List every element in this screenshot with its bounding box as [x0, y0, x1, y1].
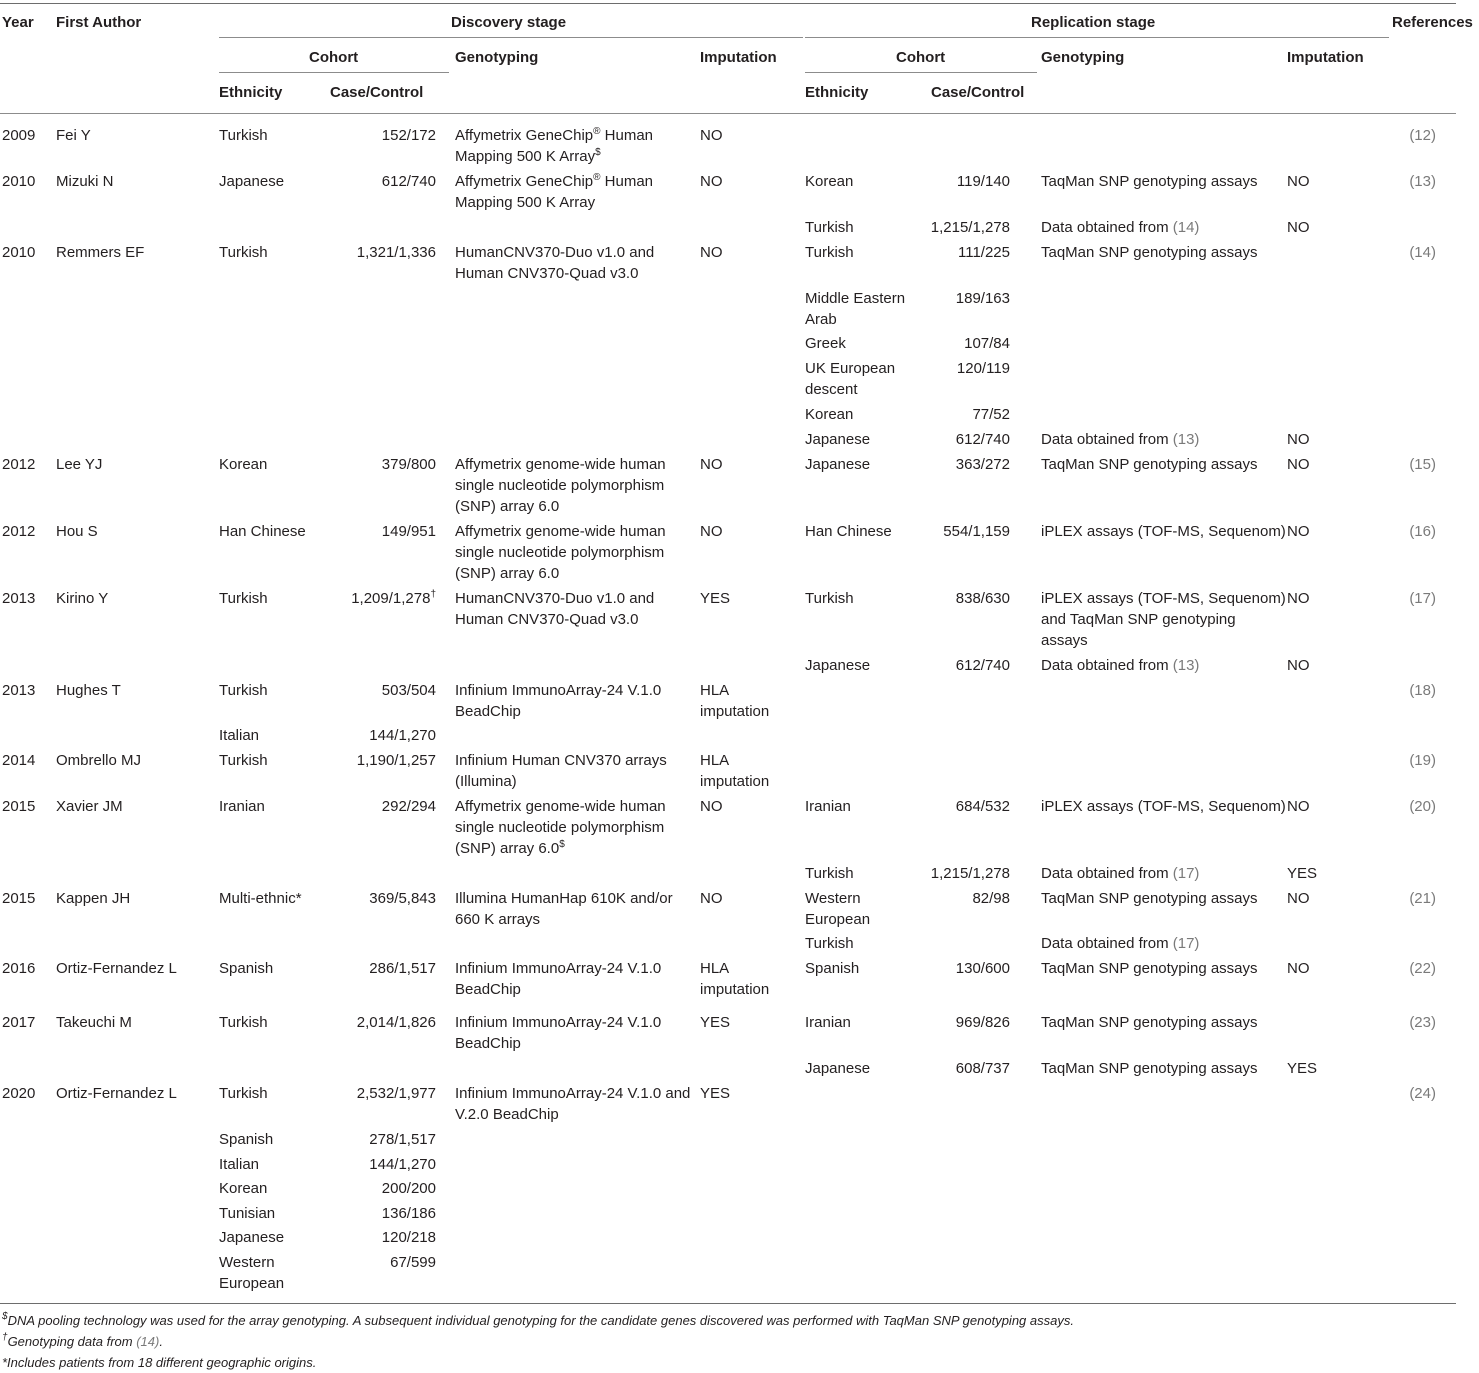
cell-year: 2020 — [2, 1085, 36, 1102]
cell-year: 2009 — [2, 127, 36, 144]
cell-replication-genotyping: iPLEX assays (TOF-MS, Sequenom) — [1041, 523, 1286, 540]
cell-replication-case-control: 684/532 — [955, 798, 1010, 815]
cell-reference[interactable]: (20) — [1409, 798, 1436, 815]
cell-replication-genotyping — [1041, 217, 1199, 238]
cell-replication-ethnicity: Japanese — [805, 657, 871, 674]
cell-discovery-ethnicity: Western — [219, 1254, 275, 1271]
cell-replication-ethnicity: Japanese — [805, 456, 871, 473]
cell-discovery-case-control: 286/1,517 — [369, 960, 436, 977]
cell-replication-genotyping: TaqMan SNP genotyping assays — [1041, 173, 1258, 190]
cell-discovery-ethnicity: Turkish — [219, 682, 268, 699]
cell-discovery-ethnicity: Iranian — [219, 798, 265, 815]
cell-replication-imputation: YES — [1287, 1060, 1318, 1077]
cell-replication-genotyping: TaqMan SNP genotyping assays — [1041, 1060, 1258, 1077]
cell-first-author: Remmers EF — [56, 244, 145, 261]
cell-replication-ethnicity: Japanese — [805, 431, 871, 448]
genotyping-source-text: Data obtained from — [1041, 935, 1173, 952]
cell-discovery-ethnicity: Italian — [219, 1156, 260, 1173]
cell-year: 2017 — [2, 1014, 36, 1031]
cell-replication-imputation: NO — [1287, 798, 1310, 815]
cell-year: 2013 — [2, 590, 36, 607]
cell-replication-imputation: YES — [1287, 865, 1318, 882]
cell-discovery-genotyping: (SNP) array 6.0 — [455, 498, 560, 515]
cell-replication-genotyping — [1041, 655, 1199, 676]
cell-first-author: Kirino Y — [56, 590, 109, 607]
genotyping-source-text: Data obtained from — [1041, 657, 1173, 674]
cell-reference[interactable]: (19) — [1409, 752, 1436, 769]
cell-discovery-case-control: 2,532/1,977 — [356, 1085, 436, 1102]
cell-discovery-genotyping: Infinium ImmunoArray-24 V.1.0 — [455, 1014, 662, 1031]
genotyping-source-text: Data obtained from — [1041, 865, 1173, 882]
footnote-2-mark: † — [2, 1332, 8, 1343]
cell-replication-ethnicity: Korean — [805, 173, 854, 190]
cell-replication-case-control: 189/163 — [955, 290, 1010, 307]
cell-discovery-genotyping: Affymetrix genome-wide human — [455, 523, 666, 540]
cell-replication-imputation: NO — [1287, 431, 1310, 448]
cell-replication-genotyping — [1041, 933, 1199, 954]
cell-replication-case-control: 120/119 — [956, 360, 1010, 377]
cell-discovery-ethnicity: Turkish — [219, 244, 268, 261]
cell-replication-case-control: 1,215/1,278 — [930, 219, 1010, 236]
header-first-author: First Author — [56, 14, 142, 31]
cell-replication-case-control: 612/740 — [955, 431, 1010, 448]
cell-discovery-ethnicity: Turkish — [219, 752, 268, 769]
cell-replication-ethnicity: Han Chinese — [805, 523, 892, 540]
cell-discovery-ethnicity: Spanish — [219, 1131, 274, 1148]
cell-reference[interactable]: (15) — [1409, 456, 1436, 473]
cell-replication-genotyping: TaqMan SNP genotyping assays — [1041, 244, 1258, 261]
cell-replication-case-control: 77/52 — [972, 406, 1010, 423]
genotyping-source-ref[interactable]: (17) — [1172, 935, 1200, 952]
cell-reference[interactable]: (16) — [1409, 523, 1436, 540]
cell-discovery-genotyping: Affymetrix genome-wide human — [455, 798, 666, 815]
cell-discovery-case-control: 200/200 — [381, 1180, 436, 1197]
genotyping-source-ref[interactable]: (17) — [1172, 865, 1200, 882]
cell-discovery-case-control: 67/599 — [390, 1254, 436, 1271]
footnote-2-period: . — [159, 1334, 163, 1349]
cell-discovery-case-control: 149/951 — [381, 523, 436, 540]
cell-first-author: Hou S — [56, 523, 98, 540]
cell-discovery-genotyping: V.2.0 BeadChip — [455, 1106, 559, 1123]
cell-replication-case-control: 608/737 — [955, 1060, 1010, 1077]
cell-discovery-genotyping: Affymetrix GeneChip® Human — [455, 172, 654, 190]
cell-discovery-case-control: 144/1,270 — [369, 1156, 436, 1173]
cell-replication-case-control: 1,215/1,278 — [930, 865, 1010, 882]
replication-cohort-rule — [805, 72, 1037, 73]
cell-discovery-case-control: 2,014/1,826 — [356, 1014, 436, 1031]
cell-replication-imputation: NO — [1287, 456, 1310, 473]
cell-replication-ethnicity: descent — [805, 381, 858, 398]
cell-discovery-case-control: 152/172 — [381, 127, 436, 144]
cell-reference[interactable]: (17) — [1409, 590, 1436, 607]
header-replication-stage: Replication stage — [1031, 14, 1156, 31]
cell-replication-case-control: 111/225 — [958, 244, 1010, 261]
cell-discovery-genotyping: (SNP) array 6.0 — [455, 565, 560, 582]
cell-year: 2010 — [2, 244, 36, 261]
cell-discovery-ethnicity: Japanese — [219, 173, 285, 190]
cell-year: 2015 — [2, 798, 36, 815]
cell-discovery-genotyping: Infinium Human CNV370 arrays — [455, 752, 667, 769]
cell-replication-ethnicity: Greek — [805, 335, 846, 352]
cell-replication-ethnicity: European — [805, 911, 871, 928]
cell-year: 2015 — [2, 890, 36, 907]
genotyping-source-text: Data obtained from — [1041, 219, 1173, 236]
cell-discovery-genotyping: Affymetrix genome-wide human — [455, 456, 666, 473]
cell-replication-imputation: NO — [1287, 890, 1310, 907]
cell-discovery-case-control: 379/800 — [381, 456, 436, 473]
cell-discovery-imputation: imputation — [700, 981, 770, 998]
cell-first-author: Mizuki N — [56, 173, 114, 190]
cell-replication-ethnicity: Iranian — [805, 1014, 851, 1031]
cell-replication-ethnicity: Turkish — [805, 219, 854, 236]
cell-replication-imputation: NO — [1287, 590, 1310, 607]
cell-discovery-genotyping: single nucleotide polymorphism — [455, 819, 665, 836]
footnote-3 — [2, 1354, 316, 1372]
footnote-2-ref[interactable]: (14) — [136, 1334, 160, 1349]
cell-year: 2014 — [2, 752, 36, 769]
table-top-rule — [0, 3, 1456, 4]
cell-discovery-genotyping: 660 K arrays — [455, 911, 541, 928]
genotyping-source-ref[interactable]: (14) — [1172, 219, 1200, 236]
cell-discovery-imputation: NO — [700, 798, 723, 815]
cell-first-author: Ombrello MJ — [56, 752, 142, 769]
cell-reference[interactable]: (24) — [1409, 1085, 1436, 1102]
cell-discovery-imputation: NO — [700, 244, 723, 261]
cell-first-author: Hughes T — [56, 682, 121, 699]
header-discovery-imputation: Imputation — [700, 49, 777, 66]
cell-discovery-imputation: HLA — [700, 752, 730, 769]
header-discovery-case-control: Case/Control — [330, 84, 424, 101]
cell-replication-ethnicity: Japanese — [805, 1060, 871, 1077]
cell-discovery-genotyping: Mapping 500 K Array — [455, 194, 596, 211]
cell-discovery-genotyping: HumanCNV370-Duo v1.0 and — [455, 244, 655, 261]
cell-replication-case-control: 82/98 — [972, 890, 1010, 907]
genotyping-source-ref[interactable]: (13) — [1172, 431, 1200, 448]
cell-reference[interactable]: (23) — [1409, 1014, 1436, 1031]
replication-rule — [805, 37, 1389, 38]
cell-discovery-genotyping: Infinium ImmunoArray-24 V.1.0 — [455, 682, 662, 699]
cell-replication-case-control: 130/600 — [955, 960, 1010, 977]
cell-discovery-case-control: 1,321/1,336 — [356, 244, 436, 261]
cell-discovery-case-control: 1,190/1,257 — [356, 752, 436, 769]
cell-replication-case-control: 554/1,159 — [943, 523, 1010, 540]
cell-discovery-case-control: 1,209/1,278† — [351, 589, 436, 607]
footnote-2-text: Genotyping data from — [7, 1334, 137, 1349]
cell-replication-case-control: 838/630 — [955, 590, 1010, 607]
cell-replication-ethnicity: Iranian — [805, 798, 851, 815]
cell-replication-ethnicity: Spanish — [805, 960, 860, 977]
cell-discovery-ethnicity: Turkish — [219, 1014, 268, 1031]
cell-replication-ethnicity: Korean — [805, 406, 854, 423]
header-discovery-ethnicity: Ethnicity — [219, 84, 283, 101]
cell-replication-ethnicity: Middle Eastern — [805, 290, 906, 307]
cell-discovery-genotyping: single nucleotide polymorphism — [455, 544, 665, 561]
cell-replication-imputation: NO — [1287, 219, 1310, 236]
cell-discovery-ethnicity: Tunisian — [219, 1205, 276, 1222]
footnote-1-mark: $ — [2, 1311, 8, 1322]
cell-discovery-imputation: NO — [700, 523, 723, 540]
header-discovery-stage: Discovery stage — [451, 14, 567, 31]
cell-first-author: Kappen JH — [56, 890, 131, 907]
cell-year: 2010 — [2, 173, 36, 190]
cell-discovery-imputation: YES — [700, 1085, 731, 1102]
cell-discovery-imputation: HLA — [700, 682, 730, 699]
cell-replication-imputation: NO — [1287, 960, 1310, 977]
cell-replication-case-control: 119/140 — [956, 173, 1010, 190]
cell-replication-genotyping: TaqMan SNP genotyping assays — [1041, 960, 1258, 977]
cell-discovery-genotyping: Human CNV370-Quad v3.0 — [455, 611, 639, 628]
cell-discovery-ethnicity: Spanish — [219, 960, 274, 977]
genotyping-source-ref[interactable]: (13) — [1172, 657, 1200, 674]
cell-replication-ethnicity: Turkish — [805, 865, 854, 882]
cell-reference[interactable]: (12) — [1409, 127, 1436, 144]
cell-replication-case-control: 107/84 — [964, 335, 1010, 352]
cell-discovery-ethnicity: Korean — [219, 1180, 268, 1197]
cell-discovery-genotyping: (Illumina) — [455, 773, 517, 790]
cell-first-author: Ortiz-Fernandez L — [56, 960, 177, 977]
cell-discovery-case-control: 136/186 — [381, 1205, 436, 1222]
cell-discovery-ethnicity: Japanese — [219, 1229, 285, 1246]
footnote-1-text: DNA pooling technology was used for the array genotyping. A subsequent individual genotyping for the candidate genes discovered was performed with TaqMan SNP genotyping assays. — [7, 1313, 1074, 1328]
footnote-1 — [2, 1312, 1074, 1330]
footnote-3-text: *Includes patients from 18 different geographic origins. — [2, 1355, 317, 1370]
cell-discovery-imputation: YES — [700, 1014, 731, 1031]
cell-reference[interactable]: (14) — [1409, 244, 1436, 261]
header-replication-imputation: Imputation — [1287, 49, 1364, 66]
genotyping-source-text: Data obtained from — [1041, 431, 1173, 448]
cell-discovery-case-control: 292/294 — [381, 798, 436, 815]
cell-first-author: Ortiz-Fernandez L — [56, 1085, 177, 1102]
cell-replication-imputation: NO — [1287, 523, 1310, 540]
cell-replication-genotyping: TaqMan SNP genotyping assays — [1041, 890, 1258, 907]
cell-year: 2012 — [2, 523, 36, 540]
cell-discovery-ethnicity: Italian — [219, 727, 260, 744]
header-year: Year — [2, 14, 34, 31]
cell-replication-genotyping: iPLEX assays (TOF-MS, Sequenom) — [1041, 590, 1286, 607]
cell-discovery-case-control: 369/5,843 — [369, 890, 436, 907]
cell-reference[interactable]: (13) — [1409, 173, 1436, 190]
cell-year: 2012 — [2, 456, 36, 473]
cell-discovery-genotyping: single nucleotide polymorphism — [455, 477, 665, 494]
cell-replication-imputation: NO — [1287, 173, 1310, 190]
cell-replication-imputation: NO — [1287, 657, 1310, 674]
cell-discovery-imputation: YES — [700, 590, 731, 607]
cell-first-author: Xavier JM — [56, 798, 123, 815]
discovery-cohort-rule — [219, 72, 449, 73]
cell-first-author: Lee YJ — [56, 456, 103, 473]
cell-first-author: Takeuchi M — [56, 1014, 132, 1031]
cell-replication-ethnicity: Western — [805, 890, 861, 907]
header-replication-ethnicity: Ethnicity — [805, 84, 869, 101]
cell-year: 2013 — [2, 682, 36, 699]
cell-discovery-genotyping: BeadChip — [455, 1035, 521, 1052]
cell-replication-ethnicity: Turkish — [805, 590, 854, 607]
header-replication-case-control: Case/Control — [931, 84, 1025, 101]
header-replication-genotyping: Genotyping — [1041, 49, 1125, 66]
cell-discovery-genotyping: BeadChip — [455, 981, 521, 998]
cell-replication-case-control: 363/272 — [955, 456, 1010, 473]
cell-discovery-imputation: NO — [700, 127, 723, 144]
cell-discovery-imputation: NO — [700, 456, 723, 473]
cell-discovery-genotyping: Affymetrix GeneChip® Human — [455, 126, 654, 144]
cell-reference[interactable]: (21) — [1409, 890, 1436, 907]
cell-reference[interactable]: (22) — [1409, 960, 1436, 977]
cell-discovery-imputation: NO — [700, 890, 723, 907]
cell-discovery-imputation: imputation — [700, 773, 770, 790]
cell-discovery-ethnicity: Turkish — [219, 590, 268, 607]
header-discovery-genotyping: Genotyping — [455, 49, 539, 66]
cell-replication-genotyping: and TaqMan SNP genotyping — [1041, 611, 1236, 628]
cell-replication-genotyping: TaqMan SNP genotyping assays — [1041, 1014, 1258, 1031]
cell-replication-genotyping — [1041, 429, 1199, 450]
cell-replication-ethnicity: Turkish — [805, 244, 854, 261]
footnote-2 — [2, 1333, 163, 1351]
cell-replication-genotyping — [1041, 863, 1199, 884]
discovery-rule — [219, 37, 803, 38]
cell-reference[interactable]: (18) — [1409, 682, 1436, 699]
cell-replication-genotyping: TaqMan SNP genotyping assays — [1041, 456, 1258, 473]
cell-discovery-genotyping: (SNP) array 6.0$ — [455, 839, 565, 857]
cell-replication-case-control: 969/826 — [955, 1014, 1010, 1031]
cell-discovery-ethnicity: Multi-ethnic* — [219, 890, 302, 907]
cell-discovery-case-control: 278/1,517 — [369, 1131, 436, 1148]
cell-discovery-genotyping: Illumina HumanHap 610K and/or — [455, 890, 673, 907]
cell-discovery-case-control: 120/218 — [381, 1229, 436, 1246]
cell-discovery-genotyping: Infinium ImmunoArray-24 V.1.0 — [455, 960, 662, 977]
cell-discovery-ethnicity: Turkish — [219, 127, 268, 144]
header-discovery-cohort: Cohort — [309, 49, 359, 66]
cell-discovery-case-control: 612/740 — [381, 173, 436, 190]
cell-discovery-genotyping: HumanCNV370-Duo v1.0 and — [455, 590, 655, 607]
cell-replication-genotyping: iPLEX assays (TOF-MS, Sequenom) — [1041, 798, 1286, 815]
cell-discovery-ethnicity: European — [219, 1275, 285, 1292]
cell-discovery-ethnicity: Turkish — [219, 1085, 268, 1102]
cell-replication-ethnicity: UK European — [805, 360, 896, 377]
header-bottom-rule — [0, 113, 1456, 114]
cell-replication-ethnicity: Arab — [805, 311, 837, 328]
cell-first-author: Fei Y — [56, 127, 91, 144]
cell-discovery-imputation: HLA — [700, 960, 730, 977]
cell-discovery-imputation: NO — [700, 173, 723, 190]
cell-discovery-imputation: imputation — [700, 703, 770, 720]
cell-replication-case-control: 612/740 — [955, 657, 1010, 674]
header-references: References — [1392, 14, 1473, 31]
cell-discovery-genotyping: BeadChip — [455, 703, 521, 720]
cell-discovery-genotyping: Infinium ImmunoArray-24 V.1.0 and — [455, 1085, 691, 1102]
cell-year: 2016 — [2, 960, 36, 977]
cell-replication-genotyping: assays — [1041, 632, 1088, 649]
header-replication-cohort: Cohort — [896, 49, 946, 66]
cell-replication-ethnicity: Turkish — [805, 935, 854, 952]
cell-discovery-case-control: 144/1,270 — [369, 727, 436, 744]
cell-discovery-genotyping: Mapping 500 K Array$ — [455, 147, 601, 165]
cell-discovery-ethnicity: Han Chinese — [219, 523, 306, 540]
table-bottom-rule — [0, 1303, 1456, 1304]
cell-discovery-case-control: 503/504 — [381, 682, 436, 699]
cell-discovery-ethnicity: Korean — [219, 456, 268, 473]
cell-discovery-genotyping: Human CNV370-Quad v3.0 — [455, 265, 639, 282]
